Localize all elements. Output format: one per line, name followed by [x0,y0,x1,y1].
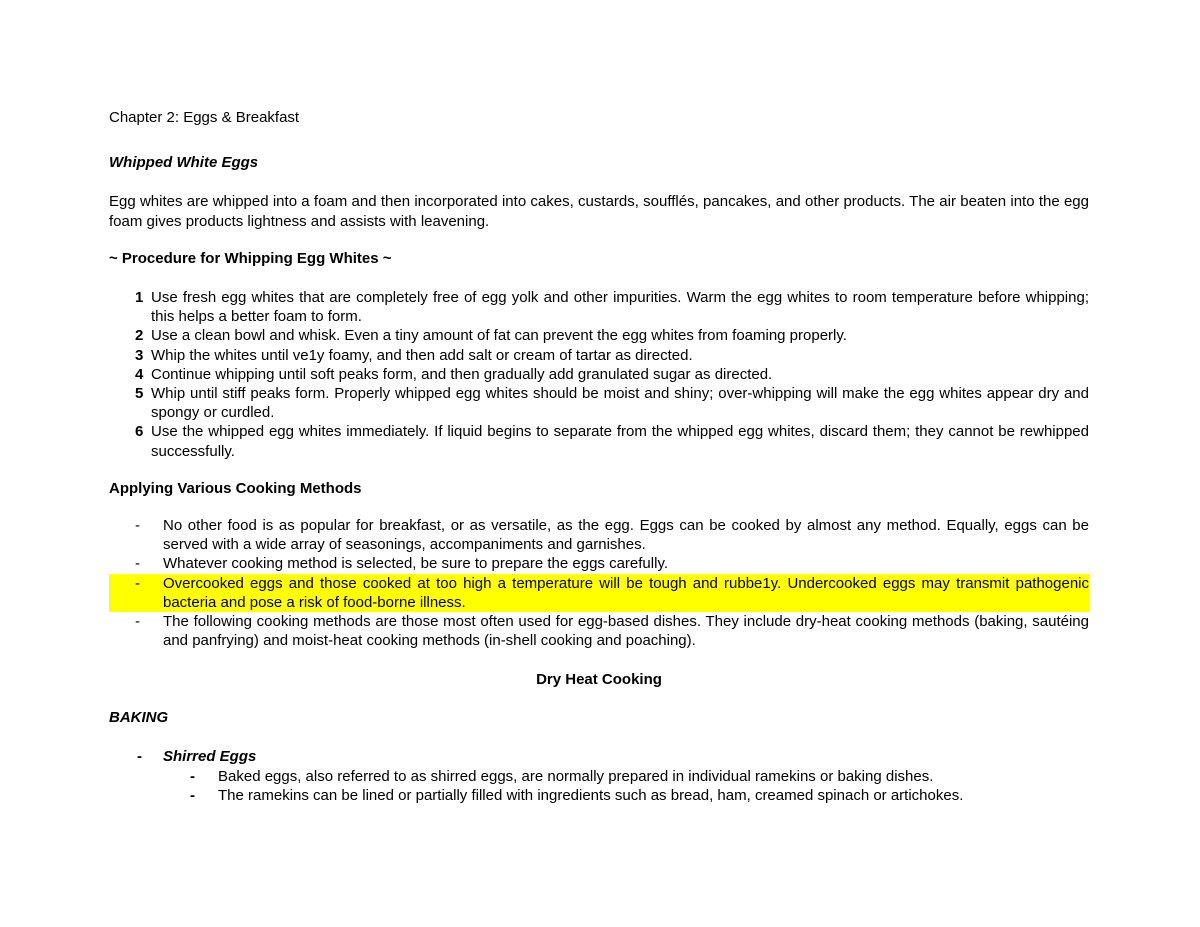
dry-heat-heading: Dry Heat Cooking [536,671,662,688]
list-item [109,554,1089,573]
chapter-title: Chapter 2: Eggs & Breakfast [109,109,300,126]
dash-marker: - [135,613,140,631]
methods-heading: Applying Various Cooking Methods [109,480,362,497]
bullet-text: The following cooking methods are those most often used for egg-based dishes. They include dry-heat cooking methods (baking, sautéing and panfrying) and moist-heat cooking methods (in-shell cooking and poaching). [163,613,1089,650]
dash-marker: - [190,787,195,805]
shirred-eggs-title: Shirred Eggs [163,748,257,765]
highlighted-list-item [109,574,1089,612]
step-text: Use a clean bowl and whisk. Even a tiny amount of fat can prevent the egg whites from foaming properly. [151,327,847,345]
step-text: Whip the whites until ve1y foamy, and then add salt or cream of tartar as directed. [151,346,693,364]
shirred-eggs-list [109,767,1089,806]
bullet-text: Whatever cooking method is selected, be sure to prepare the eggs carefully. [163,555,668,573]
dash-marker: - [190,768,195,785]
methods-bullet-list [109,516,1089,650]
step-text: Whip until stiff peaks form. Properly whipped egg whites should be moist and shiny; over-whipping will make the egg whites appear dry and spongy or curdled. [151,385,1089,422]
step-text: Continue whipping until soft peaks form, and then gradually add granulated sugar as directed. [151,365,773,383]
step-number: 4 [135,365,144,383]
list-item [109,767,1089,786]
step-text: Use fresh egg whites that are completely free of egg yolk and other impurities. Warm the egg whites to room temperature before whipping; this helps a better foam to form. [151,289,1089,326]
step-number: 6 [135,423,144,441]
step-number: 2 [135,327,144,345]
list-item [109,786,1089,805]
step-text: Use the whipped egg whites immediately. If liquid begins to separate from the whipped egg whites, discard them; they cannot be rewhipped successfully. [151,423,1089,460]
procedure-step [109,326,1089,345]
bullet-text: No other food is as popular for breakfast, or as versatile, as the egg. Eggs can be cooked by almost any method. Equally, eggs can be served with a wide array of seasonings, accompaniments and garnishes. [163,517,1089,554]
procedure-steps-list [109,288,1089,461]
sub-item-text: Baked eggs, also referred to as shirred eggs, are normally prepared in individual ramekins or baking dishes. [218,768,934,785]
bullet-text: Overcooked eggs and those cooked at too high a temperature will be tough and rubbe1y. Undercooked eggs may transmit pathogenic bacteria and pose a risk of food-borne illness. [163,574,1089,611]
procedure-step [109,422,1089,460]
sub-item-text: The ramekins can be lined or partially filled with ingredients such as bread, ham, creamed spinach or artichokes. [218,787,964,805]
procedure-step [109,288,1089,326]
whipped-heading: Whipped White Eggs [109,154,259,171]
step-number: 3 [135,346,144,364]
step-number: 1 [135,289,144,306]
dash-marker: - [135,574,140,592]
baking-heading: BAKING [109,709,169,726]
procedure-step [109,365,1089,384]
step-number: 5 [135,385,144,403]
list-item [109,612,1089,650]
procedure-heading: ~ Procedure for Whipping Egg Whites ~ [109,250,392,267]
intro-paragraph: Egg whites are whipped into a foam and then incorporated into cakes, custards, soufflés, pancakes, and other products. The air beaten into the egg foam gives products lightness and assists with leavening. [109,193,1089,230]
procedure-step [109,384,1089,422]
dash-marker: - [135,555,140,573]
list-item [109,516,1089,554]
dash-marker: - [135,517,140,534]
dash-marker: - [137,748,142,765]
procedure-step [109,346,1089,365]
